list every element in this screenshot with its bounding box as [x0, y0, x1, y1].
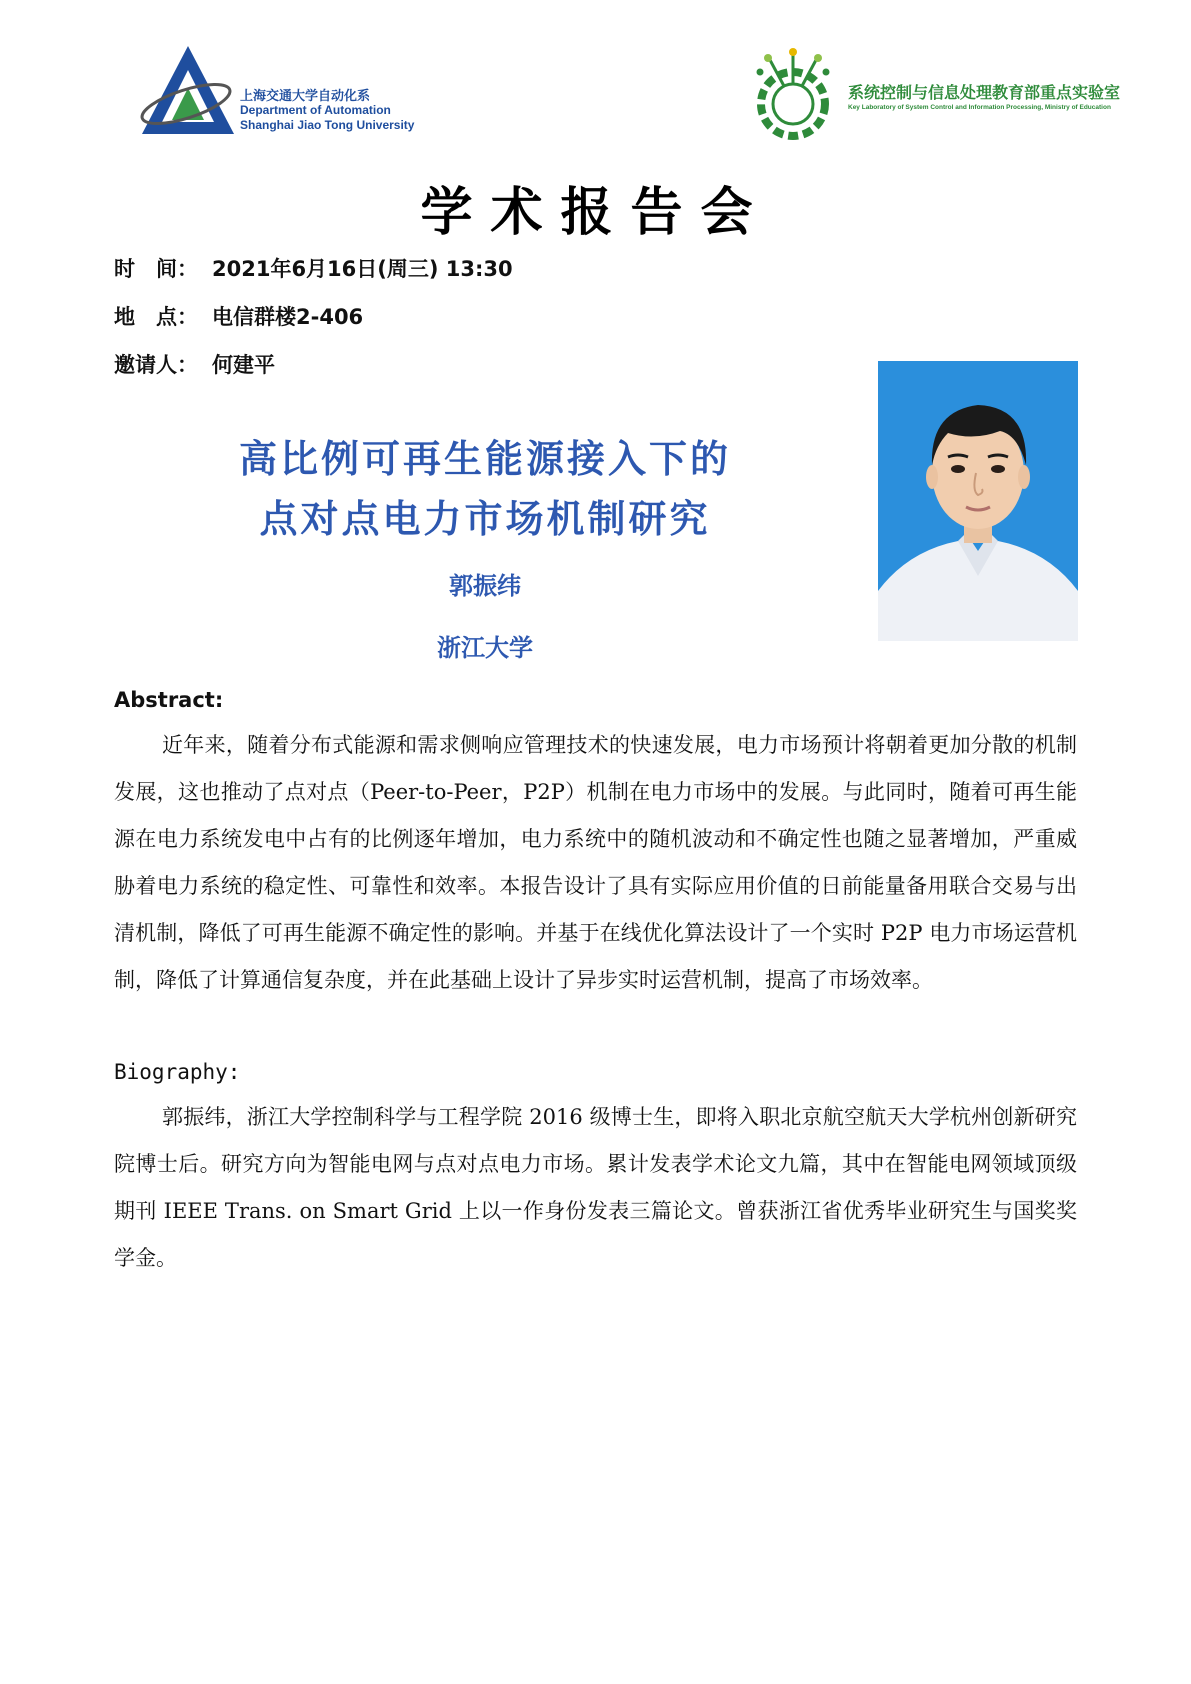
talk-title-line-1: 高比例可再生能源接入下的 — [238, 437, 731, 481]
sjtu-name-en-dept: Department of Automation — [240, 103, 391, 117]
place-line — [114, 301, 363, 331]
place-value: 电信群楼2-406 — [212, 305, 364, 329]
inviter-value: 何建平 — [212, 353, 275, 377]
place-label: 地 点： — [114, 305, 198, 329]
lab-name-en: Key Laboratory of System Control and Information Processing, Ministry of Education — [848, 104, 1111, 111]
sjtu-name-cn: 上海交通大学自动化系 — [240, 89, 371, 104]
event-title: 学术报告会 — [420, 182, 771, 243]
talk-title-line-2: 点对点电力市场机制研究 — [259, 497, 711, 541]
abstract-heading: Abstract: — [114, 688, 224, 712]
sjtu-triangle-emblem-icon — [140, 44, 240, 140]
sjtu-automation-logo — [140, 44, 440, 140]
speaker-name: 郭振纬 — [449, 572, 521, 600]
time-line — [114, 253, 513, 283]
time-value: 2021年6月16日(周三) 13:30 — [212, 257, 513, 281]
speaker-portrait-image — [878, 361, 1078, 641]
lab-logo — [748, 46, 1148, 142]
inviter-line — [114, 349, 275, 379]
abstract-text: 近年来，随着分布式能源和需求侧响应管理技术的快速发展，电力市场预计将朝着更加分散的机制发展，这也推动了点对点（Peer-to-Peer，P2P）机制在电力市场中的发展。与此同时，随着可再生能源在电力系统发电中占有的比例逐年增加，电力系统中的随机波动和不确定性也随之显著增加，严重威胁着电力系统的稳定性、可靠性和效率。本报告设计了具有实际应用价值的日前能量备用联合交易与出清机制，降低了可再生能源不确定性的影响。并基于在线优化算法设计了一个实时 P2P 电力市场运营机制，降低了计算通信复杂度，并在此基础上设计了异步实时运营机制，提高了市场效率。 — [114, 733, 1077, 992]
biography-text: 郭振纬，浙江大学控制科学与工程学院 2016 级博士生，即将入职北京航空航天大学杭州创新研究院博士后。研究方向为智能电网与点对点电力市场。累计发表学术论文九篇，其中在智能电网领域顶级期刊 IEEE Trans. on Smart Grid 上以一作身份发表三篇论文。曾获浙江省优秀毕业研究生与国奖奖学金。 — [114, 1105, 1077, 1270]
lab-gear-circuit-icon — [748, 46, 838, 142]
sjtu-name-en-univ: Shanghai Jiao Tong University — [240, 118, 415, 132]
speaker-photo — [878, 361, 1078, 641]
inviter-label: 邀请人： — [114, 353, 198, 377]
biography-heading: Biography: — [114, 1060, 241, 1084]
speaker-affiliation: 浙江大学 — [437, 634, 533, 662]
lab-name-cn: 系统控制与信息处理教育部重点实验室 — [848, 83, 1121, 102]
time-label: 时 间： — [114, 257, 198, 281]
